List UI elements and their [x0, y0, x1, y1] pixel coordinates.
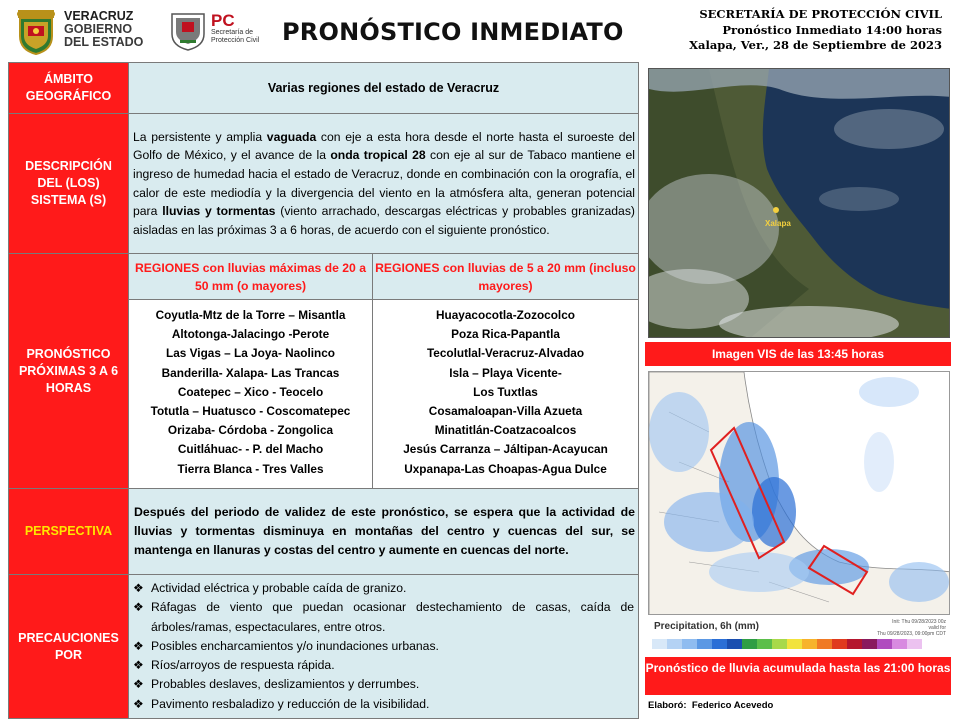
precauciones-label: PRECAUCIONES POR: [9, 575, 129, 719]
diamond-bullet-icon: ❖: [133, 677, 144, 692]
precauciones-list: [129, 579, 638, 713]
region-item: Orizaba- Córdoba - Zongolica: [167, 423, 334, 438]
precaucion-item: [133, 695, 634, 714]
veracruz-shield-icon: [12, 6, 60, 56]
col1-header: REGIONES con lluvias máximas de 20 a 50 mm (o mayores): [129, 254, 373, 300]
pc-logo-sub: Secretaría de: [211, 29, 254, 36]
region-item: Tierra Blanca - Tres Valles: [177, 461, 324, 476]
descripcion-segment: con eje a esta hora desde el norte hasta el suroeste del Golfo de México, y el avance de la: [133, 129, 635, 163]
header-date: Xalapa, Ver., 28 de Septiembre de 2023: [689, 38, 942, 52]
region-item: Minatitlán-Coatzacoalcos: [434, 423, 577, 438]
author-name: Federico Acevedo: [691, 700, 774, 711]
page-title: PRONÓSTICO INMEDIATO: [282, 18, 624, 46]
forecast-table: [8, 62, 639, 719]
region-item: Uxpanapa-Las Choapas-Agua Dulce: [404, 461, 607, 476]
region-item: Jesús Carranza – Jáltipan-Acayucan: [403, 442, 608, 457]
legend-valid-line: Thu 09/28/2023, 09:00pm CDT: [877, 631, 946, 637]
region-item: Banderilla- Xalapa- Las Trancas: [161, 365, 340, 380]
author-label: Elaboró:: [648, 700, 687, 711]
region-item: Altotonga-Jalacingo -Perote: [171, 327, 330, 342]
header-org: SECRETARÍA DE PROTECCIÓN CIVIL: [699, 7, 942, 21]
region-item: Coatepec – Xico - Teocelo: [177, 384, 324, 399]
region-item: Coyutla-Mtz de la Torre – Misantla: [155, 308, 346, 322]
legend-title: Precipitation, 6h (mm): [654, 621, 760, 632]
ambito-label: ÁMBITO GEOGRÁFICO: [9, 63, 129, 114]
diamond-bullet-icon: ❖: [133, 658, 144, 673]
satellite-map: [649, 69, 950, 338]
descripcion-text: [129, 114, 639, 254]
precaucion-text: Actividad eléctrica y probable caída de granizo.: [151, 581, 407, 596]
diamond-bullet-icon: ❖: [133, 600, 144, 615]
satellite-caption: Imagen VIS de las 13:45 horas: [645, 342, 951, 366]
precauciones-cell: [129, 575, 639, 719]
pronostico-header-row: [9, 254, 639, 300]
header-info: [689, 7, 942, 54]
descripcion-segment: La persistente y amplia: [133, 129, 267, 144]
region-item: Las Vigas – La Joya- Naolinco: [166, 346, 335, 361]
diamond-bullet-icon: ❖: [133, 696, 144, 711]
col2-header: REGIONES con lluvias de 5 a 20 mm (incluso mayores): [373, 254, 639, 300]
pronostico-label: PRONÓSTICO PRÓXIMAS 3 A 6 HORAS: [9, 254, 129, 489]
header-forecast-time: Pronóstico Inmediato 14:00 horas: [722, 22, 942, 37]
xalapa-marker-icon: [773, 207, 779, 213]
perspectiva-text: Después del periodo de validez de este pronóstico, se espera que la actividad de lluvias y tormentas disminuya en montañas del centro y cuencas del sur, se mantenga en llanuras y costas del centro y aumente en cuencas del norte.: [129, 489, 639, 575]
descripcion-segment: (viento arrachado, descargas eléctricas y probables granizadas) aisladas en las próximas 3 a 6 horas, de acuerdo con el siguiente pronóstico.: [133, 204, 635, 237]
col1-regions: [129, 300, 373, 489]
diamond-bullet-icon: ❖: [133, 581, 144, 596]
precaucion-item: [133, 656, 634, 675]
descripcion-label: DESCRIPCIÓN DEL (LOS) SISTEMA (S): [9, 114, 129, 254]
region-item: Huayacocotla-Zozocolco: [436, 308, 575, 322]
precaucion-text: Pavimento resbaladizo y reducción de la visibilidad.: [151, 696, 430, 711]
region-item: Isla – Playa Vicente-: [449, 365, 562, 380]
region-item: Poza Rica-Papantla: [451, 327, 560, 342]
pc-logo-big: PC: [211, 11, 235, 30]
veracruz-logo-line: DEL ESTADO: [64, 35, 144, 49]
region-item: Tecolutlal-Veracruz-Alvadao: [426, 346, 585, 361]
veracruz-logo-line: GOBIERNO: [64, 22, 133, 36]
precaucion-item: [133, 579, 634, 598]
pc-logo-sub: Protección Civil: [211, 37, 260, 44]
veracruz-logo-line: VERACRUZ: [64, 9, 134, 23]
xalapa-label: Xalapa: [765, 219, 791, 228]
precauciones-row: [9, 575, 639, 719]
precaucion-text: Ríos/arroyos de respuesta rápida.: [151, 658, 335, 673]
descripcion-bold: onda tropical 28: [330, 148, 426, 163]
precipitation-map: [648, 371, 950, 615]
diamond-bullet-icon: ❖: [133, 638, 144, 653]
precaucion-text: Probables deslaves, deslizamientos y derrumbes.: [151, 677, 420, 692]
precaucion-item: [133, 675, 634, 694]
region-item: Totutla – Huatusco - Coscomatepec: [150, 404, 351, 419]
precaucion-item: [133, 598, 634, 636]
veracruz-logo-text: [64, 10, 143, 49]
descripcion-bold: vaguada: [266, 129, 317, 144]
descripcion-bold: lluvias y tormentas: [162, 204, 276, 219]
precipitation-legend: [648, 617, 950, 657]
precaucion-text: Posibles encharcamientos y/o inundaciones urbanas.: [151, 638, 439, 653]
col2-regions: [373, 300, 639, 489]
precipitation-caption: Pronóstico de lluvia acumulada hasta las 21:00 horas: [645, 657, 951, 695]
descripcion-segment: con eje al sur de Tabaco mantiene el ingreso de humedad hacia el estado de Veracruz, donde en combinación con la orografía, el calor de este mediodía y la divergencia del viento en la atmósfera alta, generan potencial para: [133, 148, 635, 219]
descripcion-row: [9, 114, 639, 254]
author-line: [648, 700, 773, 711]
satellite-image: [648, 68, 950, 338]
region-item: Los Tuxtlas: [473, 384, 538, 399]
proteccion-civil-icon: [168, 10, 208, 52]
pc-logo-text: [211, 12, 259, 45]
precaucion-item: [133, 637, 634, 656]
legend-valid-line: Init: Thu 09/28/2023 00z: [892, 619, 946, 625]
precipitation-svg: [649, 372, 950, 615]
region-item: Cuitláhuac- - P. del Macho: [177, 442, 324, 457]
precaucion-text: Ráfagas de viento que puedan ocasionar destechamiento de casas, caída de árboles/ramas, espectaculares, entre otros.: [151, 600, 634, 634]
legend-valid-line: valid for: [928, 625, 946, 631]
legend-color-scale: [648, 617, 950, 657]
perspectiva-label: PERSPECTIVA: [9, 489, 129, 575]
region-item: Cosamaloapan-Villa Azueta: [428, 404, 583, 419]
ambito-value: Varias regiones del estado de Veracruz: [129, 63, 639, 114]
ambito-row: [9, 63, 639, 114]
perspectiva-row: [9, 489, 639, 575]
